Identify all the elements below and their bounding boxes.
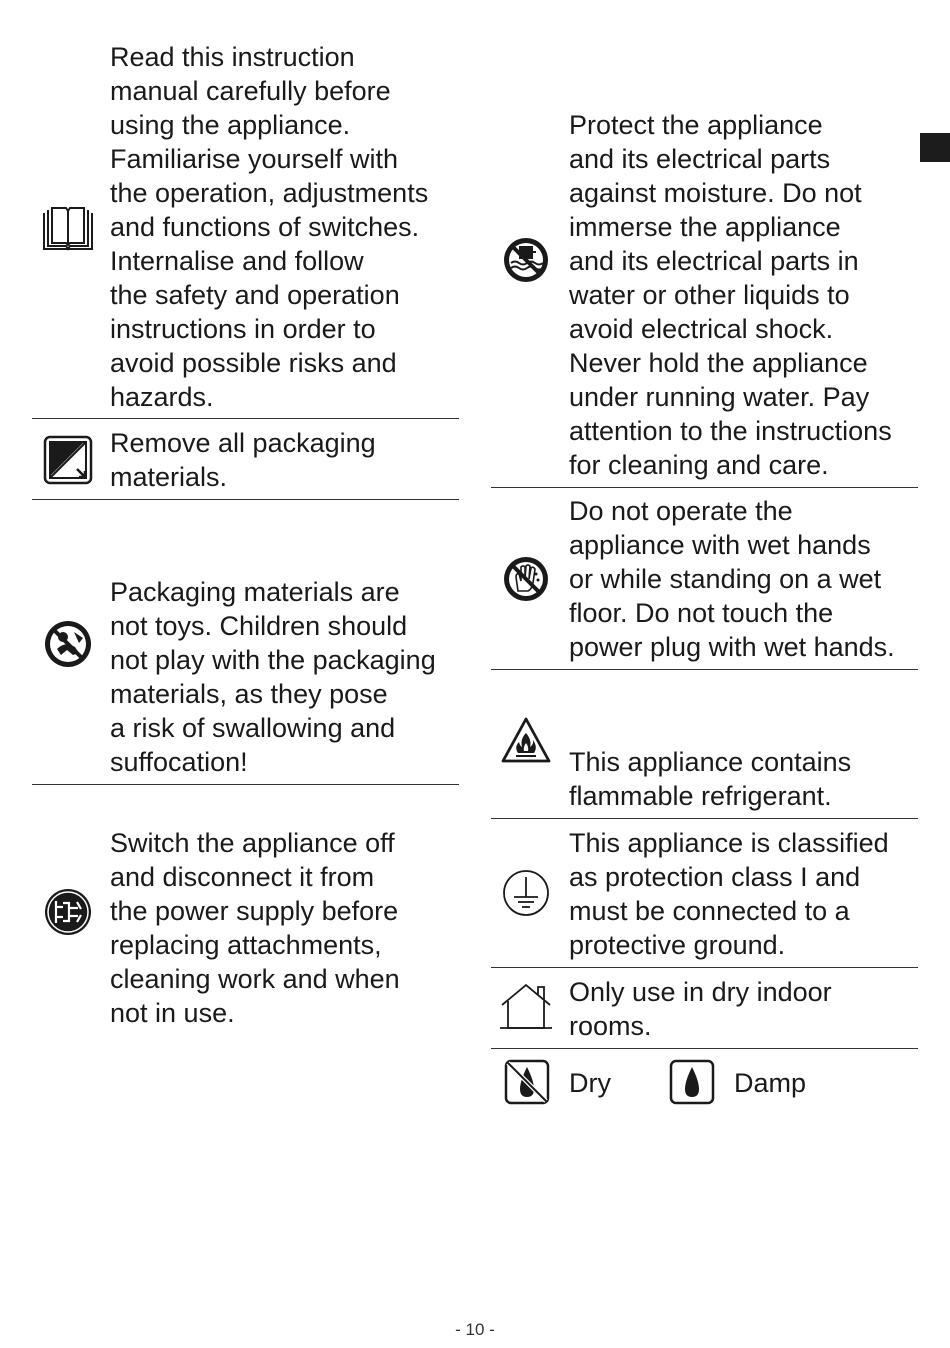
instruction-manual-icon	[40, 205, 96, 253]
dry-drop-icon	[504, 1059, 550, 1105]
remove-packaging-icon	[43, 435, 93, 485]
moisture-protection-text: Protect the appliance and its electrical parts against moisture. Do not immerse the appliance and its electrical parts in water or other liquids to avoid electrical shock. Never hold the appliance under running water. Pay attention to the instructions for cleaning and care.	[569, 110, 892, 480]
packaging-warning-text: Packaging materials are not toys. Children should not play with the packaging materials, as they pose a risk of swallowing and suffocation!	[110, 577, 436, 777]
flammable-refrigerant-text: This appliance contains flammable refrigerant.	[569, 747, 852, 811]
unplug-instruction-text: Switch the appliance off and disconnect it from the power supply before replacing attachments, cleaning work and when not in use.	[110, 828, 400, 1028]
indoor-use-text: Only use in dry indoor rooms.	[569, 977, 832, 1041]
damp-label: Damp	[734, 1068, 807, 1098]
divider	[32, 499, 459, 500]
wet-hands-warning-text: Do not operate the appliance with wet hands or while standing on a wet floor. Do not touch the power plug with wet hands.	[569, 496, 895, 662]
protection-class-text: This appliance is classified as protection class I and must be connected to a protective ground.	[569, 828, 889, 960]
divider	[491, 818, 918, 819]
divider	[491, 967, 918, 968]
divider	[491, 487, 918, 488]
damp-drop-icon	[669, 1059, 715, 1105]
divider	[491, 1048, 918, 1049]
manual-instruction-text: Read this instruction manual carefully before using the appliance. Familiarise yourself with the operation, adjustments and functions of switches. Internalise and follow the safety and operation instructions in order to avoid possible risks and hazards.	[110, 42, 429, 412]
flammable-warning-icon	[500, 716, 552, 764]
section-tab-marker	[920, 133, 950, 162]
page-number: - 10 -	[455, 1320, 495, 1339]
divider	[32, 784, 459, 785]
dry-label: Dry	[569, 1068, 611, 1098]
protective-ground-icon	[502, 869, 550, 917]
remove-packaging-text: Remove all packaging materials.	[110, 428, 376, 492]
divider	[32, 418, 459, 419]
no-child-play-icon	[43, 619, 93, 669]
divider	[491, 669, 918, 670]
no-wet-hands-icon	[502, 555, 550, 603]
unplug-icon	[43, 887, 93, 937]
no-immersion-icon	[502, 236, 550, 284]
indoor-house-icon	[498, 983, 554, 1031]
